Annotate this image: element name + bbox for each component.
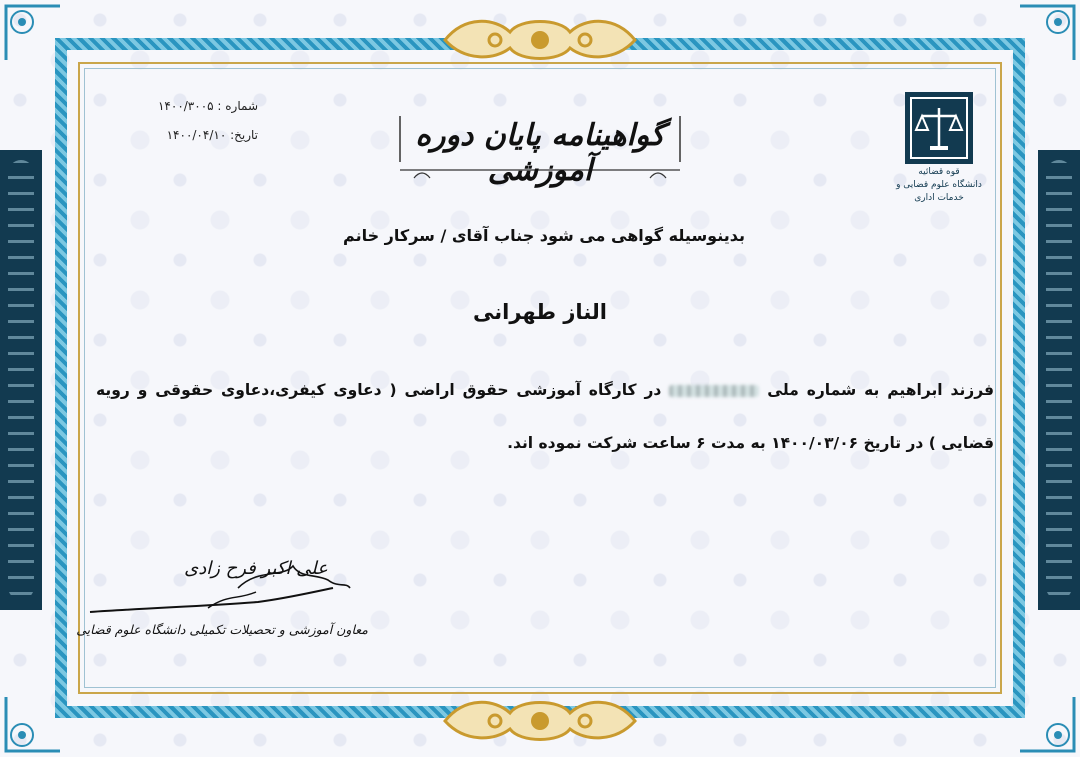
reference-number: شماره : ۱۴۰۰/۳۰۰۵ — [157, 99, 258, 113]
body-line-1-end: در کارگاه آموزشی حقوق اراضی ( دعاوی کیفری،دعاوی حقوقی و رویه — [96, 381, 662, 399]
signatory-role: معاون آموزشی و تحصیلات تکمیلی دانشگاه علوم قضایی — [76, 622, 368, 637]
gold-cartouche-icon — [435, 10, 645, 70]
logo-caption-line1: قوه قضائیه — [918, 167, 960, 177]
corner-ornament-icon — [1016, 693, 1078, 755]
reference-block — [108, 92, 258, 150]
certification-intro: بدینوسیله گواهی می شود جناب آقای / سرکار خانم — [343, 226, 745, 245]
logo-caption — [884, 166, 994, 205]
redacted-national-id — [669, 385, 759, 397]
certificate-title-box — [394, 112, 686, 188]
recipient-name: الناز طهرانی — [473, 300, 607, 324]
body-line-1-start: فرزند ابراهیم به شماره ملی — [767, 381, 994, 399]
right-decorative-band — [1038, 150, 1080, 610]
body-line-1 — [96, 381, 994, 399]
gold-cartouche-icon — [435, 691, 645, 751]
issue-date: تاریخ: ۱۴۰۰/۰۴/۱۰ — [166, 128, 258, 142]
corner-ornament-icon — [2, 2, 64, 64]
corner-ornament-icon — [2, 693, 64, 755]
signatory-name: علی اکبر فرح زادی — [184, 558, 328, 579]
corner-ornament-icon — [1016, 2, 1078, 64]
certificate-title: گواهینامه پایان دوره آموزشی — [415, 118, 665, 188]
body-line-2: قضایی ) در تاریخ ۱۴۰۰/۰۳/۰۶ به مدت ۶ ساعت شرکت نموده اند. — [507, 434, 994, 452]
left-decorative-band — [0, 150, 42, 610]
logo-caption-line2: دانشگاه علوم قضایی و خدمات اداری — [896, 180, 982, 203]
